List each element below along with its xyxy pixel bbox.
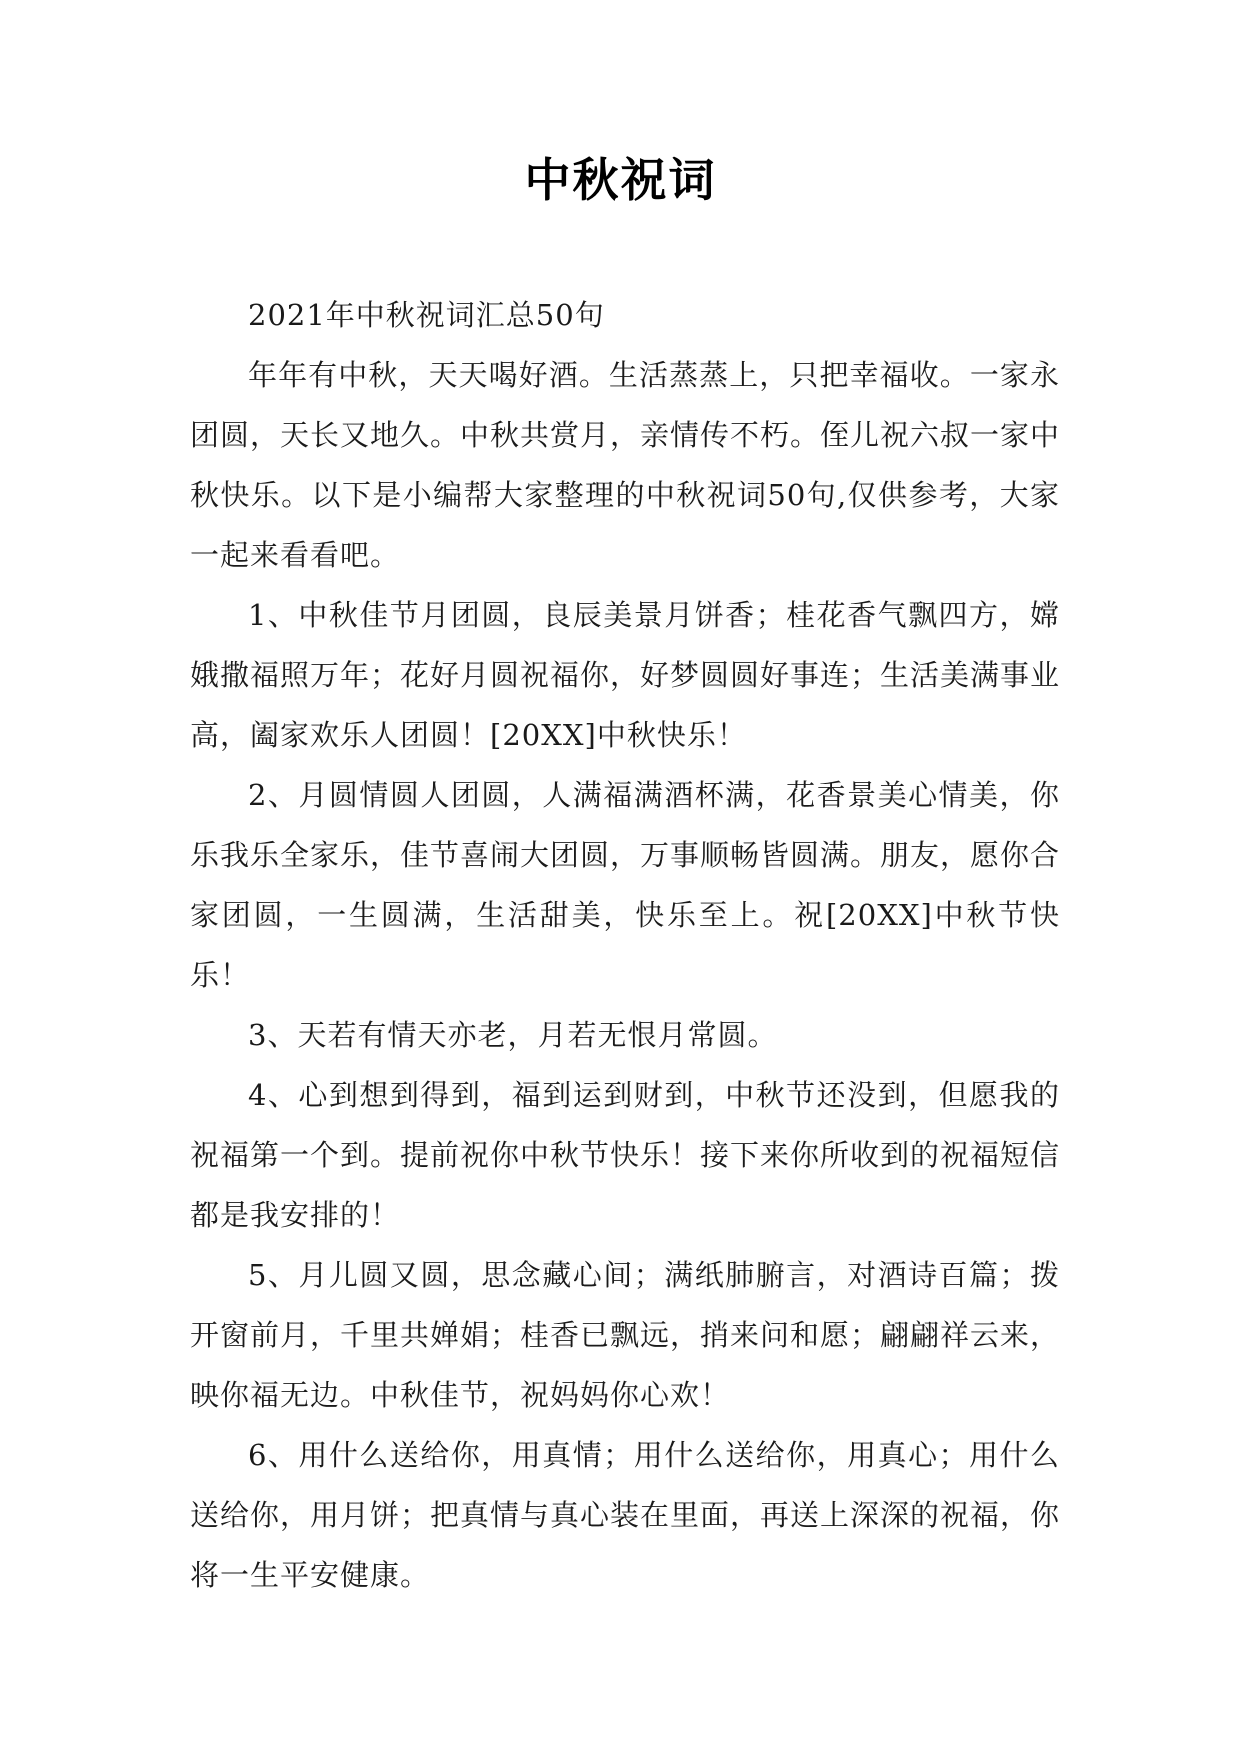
paragraph-item-1: 1、中秋佳节月团圆，良辰美景月饼香；桂花香气飘四方，嫦娥撒福照万年；花好月圆祝福你，好梦圆圆好事连；生活美满事业高，阖家欢乐人团圆！[20XX]中秋快乐！ [190, 598, 1061, 752]
paragraph-item-2: 2、月圆情圆人团圆，人满福满酒杯满，花香景美心情美，你乐我乐全家乐，佳节喜闹大团圆，万事顺畅皆圆满。朋友，愿你合家团圆，一生圆满，生活甜美，快乐至上。祝[20XX]中秋节快乐！ [190, 778, 1061, 992]
paragraph-subtitle: 2021年中秋祝词汇总50句 [248, 298, 605, 332]
paragraph-item-5: 5、月儿圆又圆，思念藏心间；满纸肺腑言，对酒诗百篇；拨开窗前月，千里共婵娟；桂香已飘远，捎来问和愿；翩翩祥云来，映你福无边。中秋佳节，祝妈妈你心欢！ [190, 1258, 1061, 1412]
page-title: 中秋祝词 [524, 153, 717, 207]
paragraph-item-6: 6、用什么送给你，用真情；用什么送给你，用真心；用什么送给你，用月饼；把真情与真心装在里面，再送上深深的祝福，你将一生平安健康。 [190, 1438, 1061, 1592]
paragraph-item-3: 3、天若有情天亦老，月若无恨月常圆。 [248, 1018, 778, 1052]
paragraph-item-4: 4、心到想到得到，福到运到财到，中秋节还没到，但愿我的祝福第一个到。提前祝你中秋节快乐！接下来你所收到的祝福短信都是我安排的！ [190, 1078, 1061, 1232]
document-body [190, 285, 1060, 1605]
paragraph-intro: 年年有中秋，天天喝好酒。生活蒸蒸上，只把幸福收。一家永团圆，天长又地久。中秋共赏月，亲情传不朽。侄儿祝六叔一家中秋快乐。以下是小编帮大家整理的中秋祝词50句,仅供参考，大家一起来看看吧。 [190, 358, 1061, 572]
